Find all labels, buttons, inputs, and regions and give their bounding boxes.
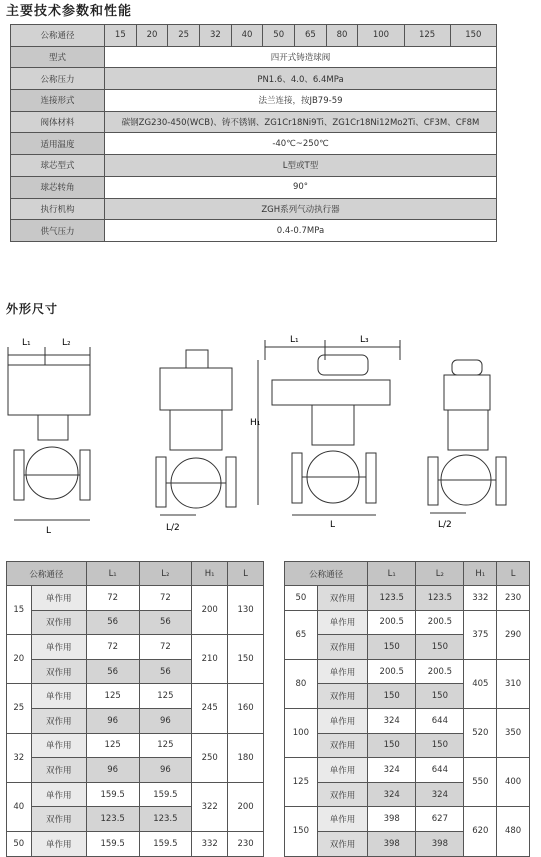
dims-header: L₂ — [416, 562, 464, 586]
l1-cell: 72 — [86, 586, 139, 611]
dim-label-l-1: L — [46, 526, 52, 536]
l-cell: 290 — [497, 610, 530, 659]
l1-cell: 56 — [86, 659, 139, 684]
table-row — [7, 831, 264, 856]
dim-label-l1: L₁ — [22, 338, 31, 348]
l2-cell: 200.5 — [416, 610, 464, 635]
spec-row-label: 阀体材料 — [11, 111, 105, 133]
action-type-cell: 单作用 — [31, 684, 86, 709]
h1-cell: 245 — [192, 684, 228, 733]
action-type-cell: 单作用 — [317, 708, 367, 733]
dn-cell: 125 — [285, 758, 318, 807]
dn-cell: 80 — [285, 659, 318, 708]
spec-title: 主要技术参数和性能 — [6, 4, 133, 19]
dims-header: L₁ — [86, 562, 139, 586]
dn-cell: 65 — [285, 610, 318, 659]
l1-cell: 125 — [86, 733, 139, 758]
valve-drawings — [0, 325, 541, 545]
l2-cell: 125 — [139, 684, 192, 709]
spec-row-value: 碳钢ZG230-450(WCB)、铸不锈钢、ZG1Cr18Ni9Ti、ZG1Cr18Ni12Mo2Ti、CF3M、CF8M — [105, 111, 497, 133]
h1-cell: 200 — [192, 586, 228, 635]
spec-row — [11, 133, 497, 155]
dims-table-right — [284, 561, 530, 857]
l2-cell: 56 — [139, 659, 192, 684]
dims-header: L₁ — [368, 562, 416, 586]
spec-row-label: 执行机构 — [11, 198, 105, 220]
l-cell: 480 — [497, 807, 530, 856]
spec-row-label: 球芯转角 — [11, 176, 105, 198]
dims-header: H₁ — [192, 562, 228, 586]
action-type-cell: 双作用 — [317, 733, 367, 758]
l1-cell: 398 — [368, 831, 416, 856]
l2-cell: 123.5 — [139, 807, 192, 832]
h1-cell: 250 — [192, 733, 228, 782]
dims-header-row — [7, 562, 264, 586]
action-type-cell: 单作用 — [31, 586, 86, 611]
l1-cell: 200.5 — [368, 659, 416, 684]
spec-row — [11, 90, 497, 112]
dims-header: L — [497, 562, 530, 586]
action-type-cell: 双作用 — [317, 586, 367, 611]
action-type-cell: 双作用 — [317, 684, 367, 709]
dims-header: L — [228, 562, 264, 586]
dim-label-h1: H₁ — [250, 418, 261, 428]
dims-table-left — [6, 561, 264, 857]
l-cell: 180 — [228, 733, 264, 782]
h1-cell: 332 — [192, 831, 228, 856]
table-row — [285, 708, 530, 733]
action-type-cell: 单作用 — [317, 610, 367, 635]
spec-dn-label: 公称通径 — [11, 25, 105, 47]
table-row — [285, 758, 530, 783]
l2-cell: 627 — [416, 807, 464, 832]
l1-cell: 150 — [368, 635, 416, 660]
l-cell: 130 — [228, 586, 264, 635]
l2-cell: 125 — [139, 733, 192, 758]
l1-cell: 96 — [86, 758, 139, 783]
dn-cell: 32 — [7, 733, 32, 782]
l1-cell: 56 — [86, 610, 139, 635]
spec-row — [11, 176, 497, 198]
table-row — [285, 659, 530, 684]
spec-row — [11, 46, 497, 68]
l-cell: 400 — [497, 758, 530, 807]
action-type-cell: 双作用 — [31, 659, 86, 684]
dn-cell: 150 — [285, 807, 318, 856]
action-type-cell: 单作用 — [31, 831, 86, 856]
l1-cell: 159.5 — [86, 782, 139, 807]
spec-row-label: 适用温度 — [11, 133, 105, 155]
spec-row — [11, 198, 497, 220]
l2-cell: 123.5 — [416, 586, 464, 611]
valve-drawing-4 — [428, 360, 506, 530]
l2-cell: 96 — [139, 758, 192, 783]
spec-row — [11, 155, 497, 177]
action-type-cell: 双作用 — [31, 610, 86, 635]
spec-dn-value: 65 — [295, 25, 327, 47]
l-cell: 310 — [497, 659, 530, 708]
dn-cell: 40 — [7, 782, 32, 831]
table-row — [285, 610, 530, 635]
l2-cell: 72 — [139, 635, 192, 660]
table-row — [7, 684, 264, 709]
dims-header: L₂ — [139, 562, 192, 586]
h1-cell: 405 — [464, 659, 497, 708]
h1-cell: 620 — [464, 807, 497, 856]
l2-cell: 159.5 — [139, 831, 192, 856]
action-type-cell: 双作用 — [31, 708, 86, 733]
dims-header: 公称通径 — [7, 562, 87, 586]
l2-cell: 150 — [416, 733, 464, 758]
dim-label-lhalf-1: L/2 — [166, 523, 180, 533]
action-type-cell: 单作用 — [31, 733, 86, 758]
spec-row — [11, 220, 497, 242]
l2-cell: 644 — [416, 758, 464, 783]
l2-cell: 150 — [416, 635, 464, 660]
spec-dn-value: 15 — [105, 25, 137, 47]
l2-cell: 324 — [416, 782, 464, 807]
spec-dn-value: 150 — [450, 25, 496, 47]
table-row — [7, 586, 264, 611]
action-type-cell: 双作用 — [317, 831, 367, 856]
action-type-cell: 双作用 — [31, 758, 86, 783]
l1-cell: 150 — [368, 733, 416, 758]
spec-row-value: 0.4-0.7MPa — [105, 220, 497, 242]
dim-label-lhalf-4: L/2 — [438, 520, 452, 530]
spec-row-value: PN1.6、4.0、6.4MPa — [105, 68, 497, 90]
dims-title: 外形尺寸 — [6, 302, 59, 316]
table-row — [285, 807, 530, 832]
dims-header: H₁ — [464, 562, 497, 586]
table-row — [7, 635, 264, 660]
dims-header: 公称通径 — [285, 562, 368, 586]
dim-label-l3: L₃ — [360, 335, 369, 345]
l1-cell: 125 — [86, 684, 139, 709]
action-type-cell: 单作用 — [317, 659, 367, 684]
spec-dn-value: 50 — [263, 25, 295, 47]
spec-row-label: 公称压力 — [11, 68, 105, 90]
l2-cell: 56 — [139, 610, 192, 635]
action-type-cell: 双作用 — [31, 807, 86, 832]
h1-cell: 210 — [192, 635, 228, 684]
spec-row-value: 法兰连接，按JB79-59 — [105, 90, 497, 112]
l1-cell: 324 — [368, 708, 416, 733]
spec-dn-value: 80 — [326, 25, 358, 47]
spec-dn-value: 32 — [200, 25, 232, 47]
l1-cell: 123.5 — [368, 586, 416, 611]
table-row — [7, 733, 264, 758]
table-row — [7, 782, 264, 807]
spec-row — [11, 111, 497, 133]
spec-row-label: 供气压力 — [11, 220, 105, 242]
action-type-cell: 单作用 — [317, 758, 367, 783]
l1-cell: 398 — [368, 807, 416, 832]
l1-cell: 150 — [368, 684, 416, 709]
spec-dn-value: 40 — [231, 25, 263, 47]
valve-drawing-1 — [8, 338, 90, 536]
action-type-cell: 双作用 — [317, 635, 367, 660]
action-type-cell: 单作用 — [317, 807, 367, 832]
spec-row-value: 90° — [105, 176, 497, 198]
spec-row-label: 连接形式 — [11, 90, 105, 112]
dim-label-l-3: L — [330, 520, 336, 530]
dn-cell: 50 — [285, 586, 318, 611]
spec-dn-value: 20 — [136, 25, 168, 47]
l1-cell: 200.5 — [368, 610, 416, 635]
spec-row — [11, 68, 497, 90]
spec-row-value: ZGH系列气动执行器 — [105, 198, 497, 220]
dn-cell: 25 — [7, 684, 32, 733]
action-type-cell: 单作用 — [31, 782, 86, 807]
dn-cell: 100 — [285, 708, 318, 757]
l2-cell: 644 — [416, 708, 464, 733]
table-row — [285, 586, 530, 611]
l2-cell: 96 — [139, 708, 192, 733]
spec-row-value: 四开式铸造球阀 — [105, 46, 497, 68]
l2-cell: 150 — [416, 684, 464, 709]
l1-cell: 96 — [86, 708, 139, 733]
h1-cell: 520 — [464, 708, 497, 757]
action-type-cell: 双作用 — [317, 782, 367, 807]
valve-drawing-2 — [156, 350, 236, 533]
spec-dn-value: 125 — [404, 25, 450, 47]
l2-cell: 159.5 — [139, 782, 192, 807]
dim-label-l2: L₂ — [62, 338, 71, 348]
h1-cell: 375 — [464, 610, 497, 659]
h1-cell: 332 — [464, 586, 497, 611]
spec-row-label: 球芯型式 — [11, 155, 105, 177]
l2-cell: 398 — [416, 831, 464, 856]
l-cell: 200 — [228, 782, 264, 831]
dn-cell: 15 — [7, 586, 32, 635]
h1-cell: 550 — [464, 758, 497, 807]
valve-drawing-3 — [250, 335, 400, 530]
spec-row-value: -40℃~250℃ — [105, 133, 497, 155]
l1-cell: 72 — [86, 635, 139, 660]
h1-cell: 322 — [192, 782, 228, 831]
l1-cell: 324 — [368, 782, 416, 807]
spec-row-label: 型式 — [11, 46, 105, 68]
spec-dn-value: 100 — [358, 25, 404, 47]
l-cell: 150 — [228, 635, 264, 684]
l-cell: 350 — [497, 708, 530, 757]
dn-cell: 20 — [7, 635, 32, 684]
l2-cell: 72 — [139, 586, 192, 611]
l-cell: 230 — [497, 586, 530, 611]
l2-cell: 200.5 — [416, 659, 464, 684]
l1-cell: 123.5 — [86, 807, 139, 832]
l1-cell: 324 — [368, 758, 416, 783]
l1-cell: 159.5 — [86, 831, 139, 856]
dn-cell: 50 — [7, 831, 32, 856]
dims-header-row — [285, 562, 530, 586]
spec-table — [10, 24, 497, 242]
action-type-cell: 单作用 — [31, 635, 86, 660]
dim-label-l1-3: L₁ — [290, 335, 299, 345]
l-cell: 160 — [228, 684, 264, 733]
spec-row-value: L型或T型 — [105, 155, 497, 177]
spec-header-row — [11, 25, 497, 47]
l-cell: 230 — [228, 831, 264, 856]
spec-dn-value: 25 — [168, 25, 200, 47]
